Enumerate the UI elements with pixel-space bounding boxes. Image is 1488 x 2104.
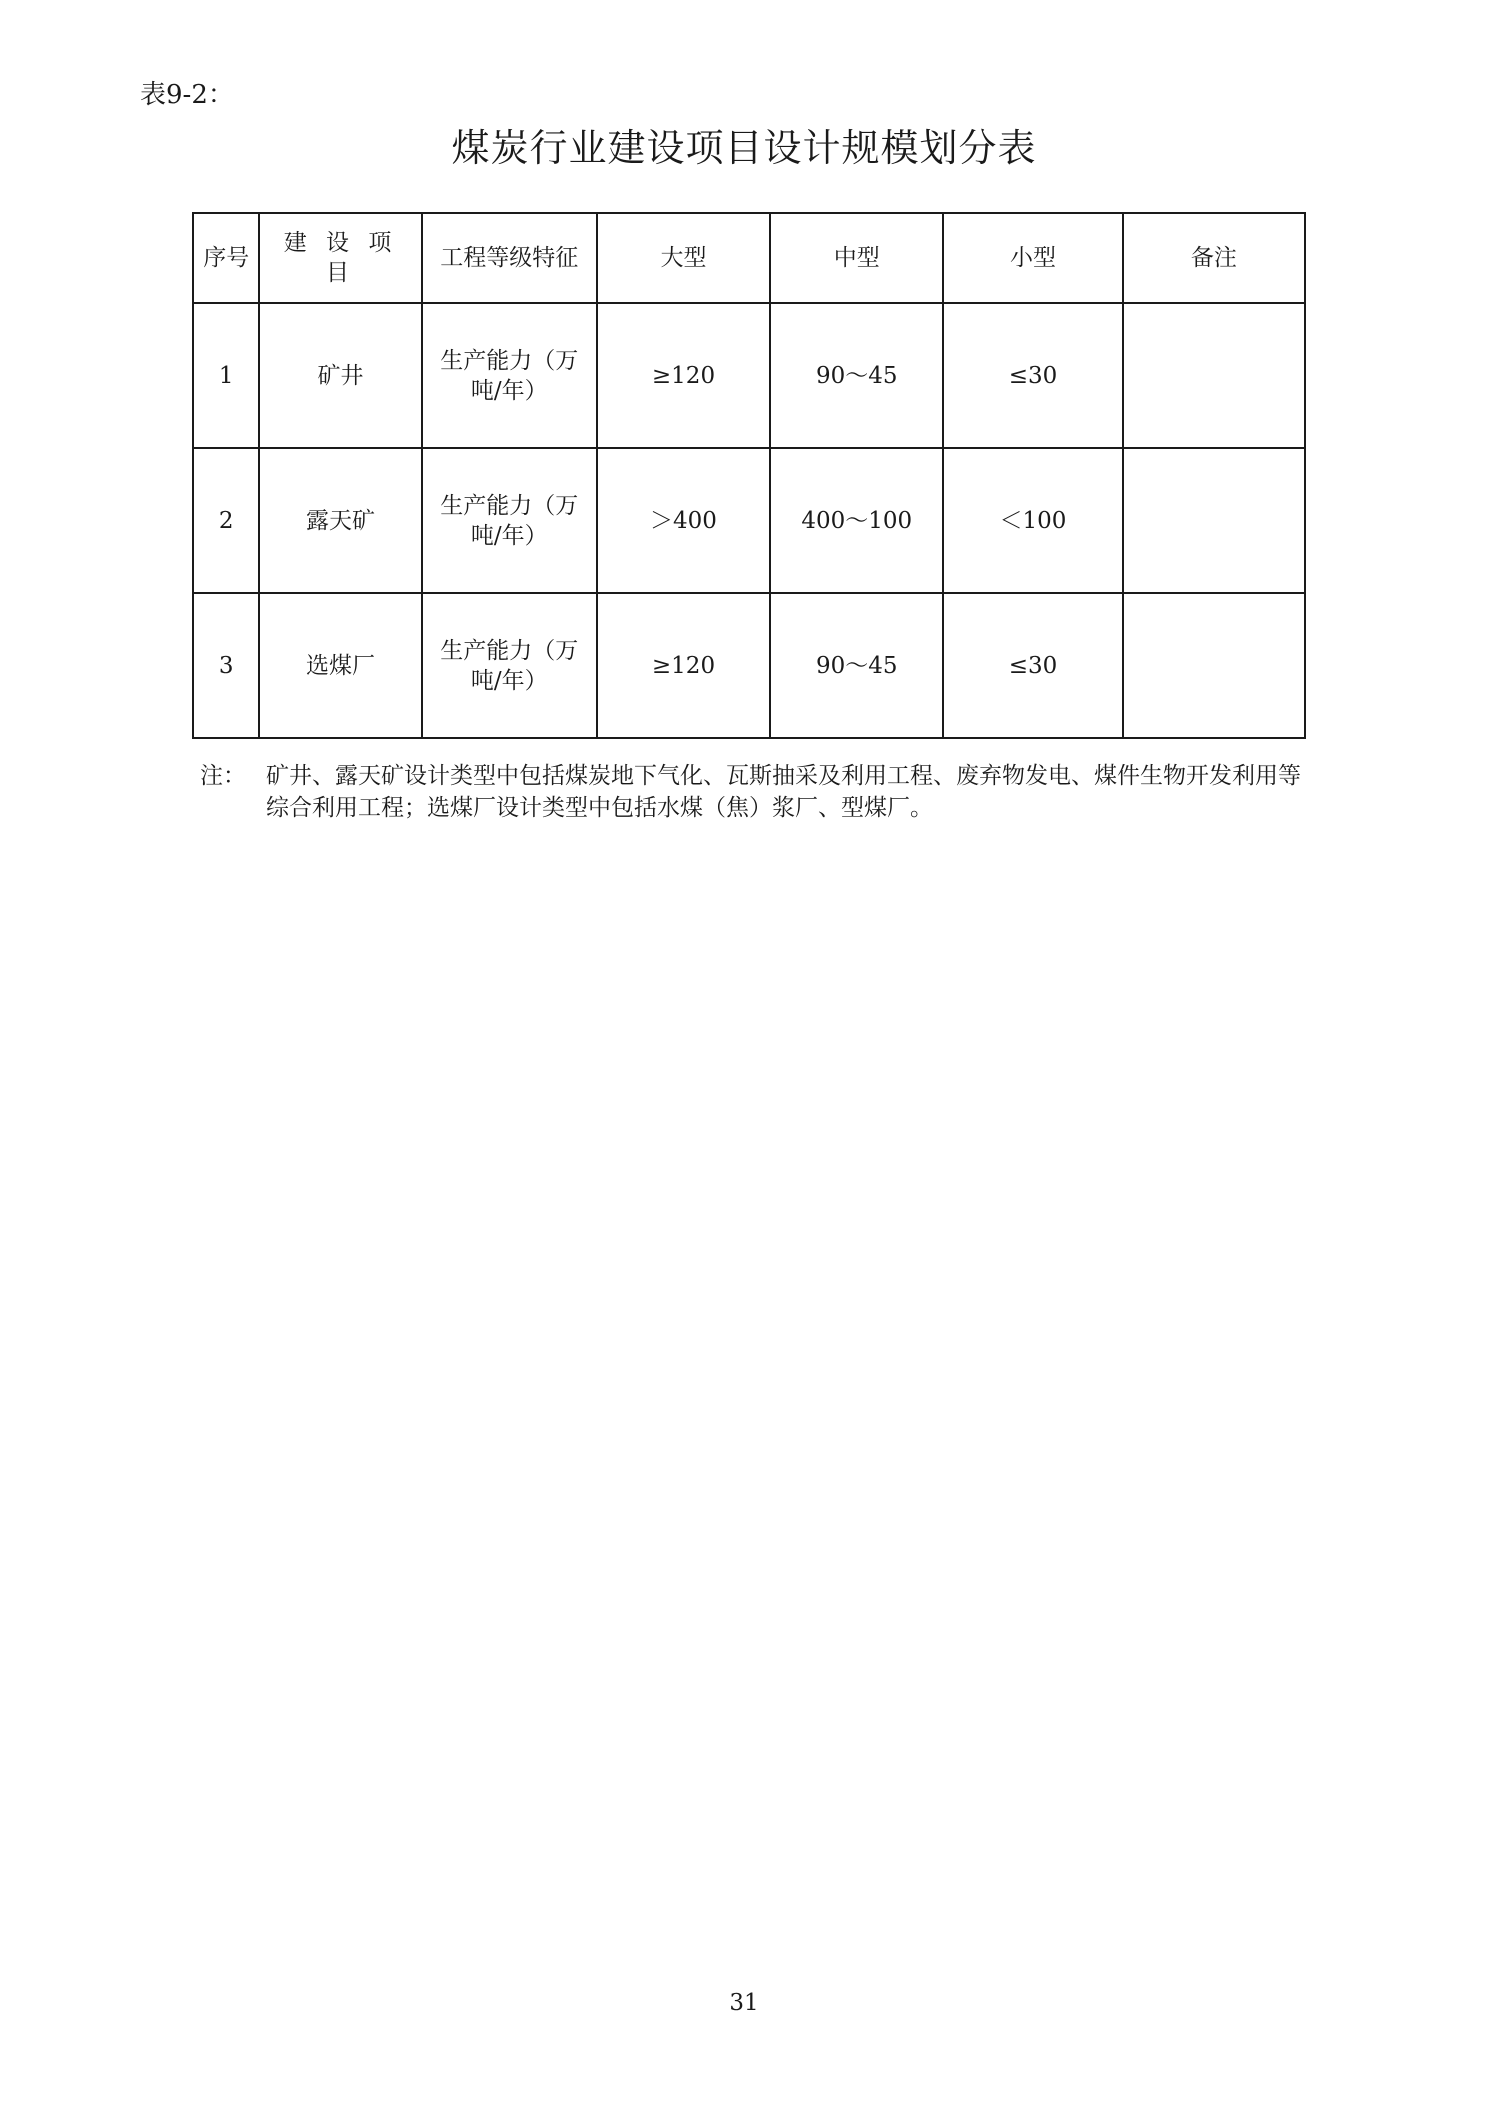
cell-grade-feature: 生产能力（万吨/年） <box>422 593 597 738</box>
cell-project: 选煤厂 <box>259 593 421 738</box>
header-serial-number: 序号 <box>193 213 259 303</box>
cell-remarks <box>1123 593 1305 738</box>
cell-large: ＞400 <box>597 448 770 593</box>
note-prefix: 注： <box>200 763 246 789</box>
cell-large: ≥120 <box>597 303 770 448</box>
cell-grade-feature: 生产能力（万吨/年） <box>422 303 597 448</box>
table-note <box>200 760 1304 824</box>
cell-project: 矿井 <box>259 303 421 448</box>
header-large: 大型 <box>597 213 770 303</box>
cell-medium: 400～100 <box>770 448 943 593</box>
design-scale-table <box>192 212 1306 739</box>
cell-medium: 90～45 <box>770 303 943 448</box>
table-row <box>193 448 1305 593</box>
document-title: 煤炭行业建设项目设计规模划分表 <box>451 126 1037 170</box>
note-text: 矿井、露天矿设计类型中包括煤炭地下气化、瓦斯抽采及利用工程、废弃物发电、煤件生物开发利用等综合利用工程；选煤厂设计类型中包括水煤（焦）浆厂、型煤厂。 <box>266 763 1301 821</box>
cell-remarks <box>1123 448 1305 593</box>
header-small: 小型 <box>943 213 1122 303</box>
header-remarks: 备注 <box>1123 213 1305 303</box>
cell-small: ≤30 <box>943 303 1122 448</box>
page-number: 31 <box>729 1990 759 2016</box>
cell-medium: 90～45 <box>770 593 943 738</box>
table-row <box>193 593 1305 738</box>
cell-grade-feature: 生产能力（万吨/年） <box>422 448 597 593</box>
cell-serial-number: 3 <box>193 593 259 738</box>
cell-serial-number: 1 <box>193 303 259 448</box>
table-header-row <box>193 213 1305 303</box>
cell-small: ≤30 <box>943 593 1122 738</box>
cell-small: ＜100 <box>943 448 1122 593</box>
header-grade-feature: 工程等级特征 <box>422 213 597 303</box>
table-row <box>193 303 1305 448</box>
header-medium: 中型 <box>770 213 943 303</box>
cell-project: 露天矿 <box>259 448 421 593</box>
cell-large: ≥120 <box>597 593 770 738</box>
header-project: 建 设 项 目 <box>259 213 421 303</box>
cell-serial-number: 2 <box>193 448 259 593</box>
cell-remarks <box>1123 303 1305 448</box>
table-label: 表9-2： <box>140 80 234 110</box>
